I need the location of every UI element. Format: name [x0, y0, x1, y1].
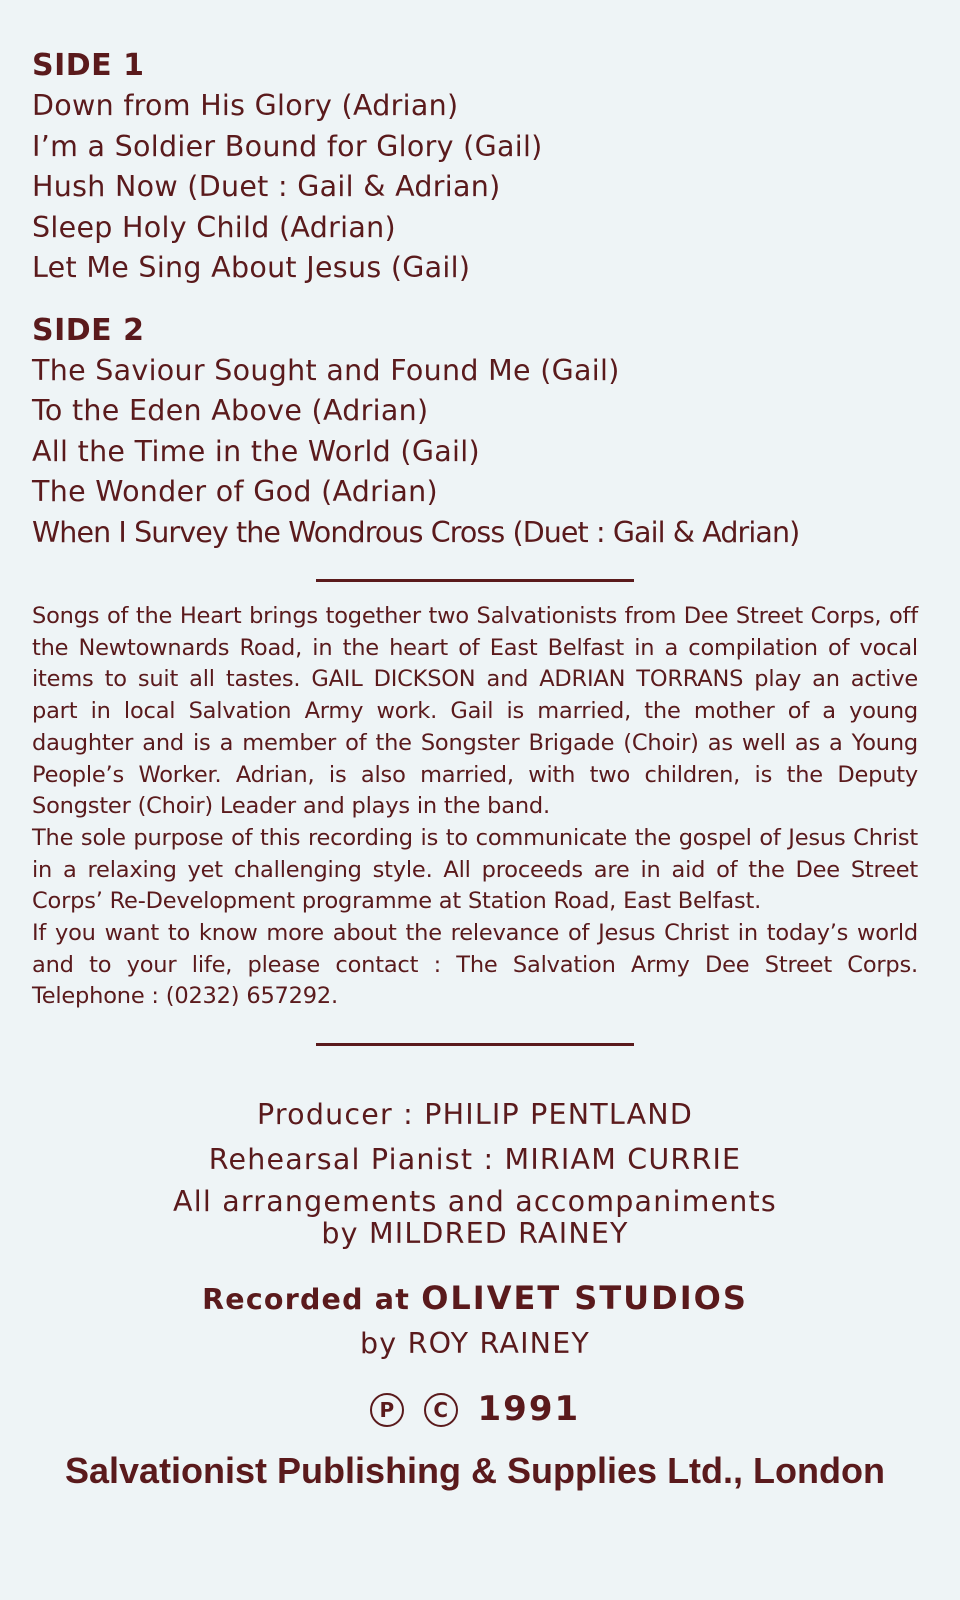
- side-1-tracks: [32, 86, 918, 289]
- engineer-credit: by ROY RAINEY: [359, 1327, 591, 1361]
- track-item: Let Me Sing About Jesus (Gail): [32, 251, 471, 284]
- side-1-tracklist: [32, 46, 918, 289]
- liner-paragraph: The sole purpose of this recording is to communicate the gospel of Jesus Christ in a relaxing yet challenging style. All proceeds are in aid of the Dee Street Corps’ Re-Development programme at Station Road, East Belfast.: [32, 824, 918, 915]
- side-1-heading: SIDE 1: [32, 48, 145, 83]
- divider: [316, 579, 634, 582]
- side-2-heading: SIDE 2: [32, 312, 145, 348]
- producer-credit: Producer : PHILIP PENTLAND: [257, 1098, 693, 1132]
- liner-paragraph: Songs of the Heart brings together two Salvationists from Dee Street Corps, off the Newtownards Road, in the heart of East Belfast in a compilation of vocal items to suit all tastes. GAIL DICKSON and ADRIAN TORRANS play an active part in local Salvation Army work. Gail is married, the mother of a young daughter and is a member of the Songster Brigade (Choir) as well as a Young People’s Worker. Adrian, is also married, with two children, is the Deputy Songster (Choir) Leader and plays in the band.: [32, 603, 918, 820]
- pianist-credit: Rehearsal Pianist : MIRIAM CURRIE: [208, 1143, 742, 1177]
- recorded-prefix: Recorded at: [202, 1283, 411, 1317]
- arrangements-line: All arrangements and accompaniments: [173, 1185, 777, 1219]
- liner-paragraph: If you want to know more about the relevance of Jesus Christ in today’s world and to your life, please contact : The Salvation Army Dee Street Corps. Telephone : (0232) 657292.: [32, 920, 918, 1010]
- liner-notes: [32, 601, 918, 1013]
- track-item: I’m a Soldier Bound for Glory (Gail): [32, 129, 543, 163]
- side-2-tracks: [32, 351, 918, 554]
- track-item: Hush Now (Duet : Gail & Adrian): [32, 170, 501, 203]
- track-item: Sleep Holy Child (Adrian): [32, 210, 396, 244]
- track-item: When I Survey the Wondrous Cross (Duet : Gail & Adrian): [32, 515, 800, 549]
- divider: [316, 1043, 634, 1046]
- copyright-line: [32, 1388, 918, 1430]
- copyright-year: 1991: [477, 1389, 581, 1430]
- arrangements-line: by MILDRED RAINEY: [321, 1217, 629, 1251]
- track-item: The Saviour Sought and Found Me (Gail): [32, 353, 620, 387]
- track-item: To the Eden Above (Adrian): [32, 394, 429, 427]
- recorded-at: [32, 1278, 918, 1320]
- side-2-tracklist: [32, 311, 918, 554]
- phonogram-icon: P: [370, 1393, 404, 1427]
- arrangements-credit: [32, 1186, 918, 1250]
- track-item: Down from His Glory (Adrian): [32, 89, 459, 122]
- track-item: All the Time in the World (Gail): [32, 434, 480, 468]
- credits: [32, 1092, 918, 1494]
- copyright-icon: C: [424, 1393, 458, 1427]
- track-item: The Wonder of God (Adrian): [32, 475, 438, 508]
- publisher: Salvationist Publishing & Supplies Ltd., London: [64, 1450, 885, 1492]
- studio-name: OLIVET STUDIOS: [421, 1279, 748, 1318]
